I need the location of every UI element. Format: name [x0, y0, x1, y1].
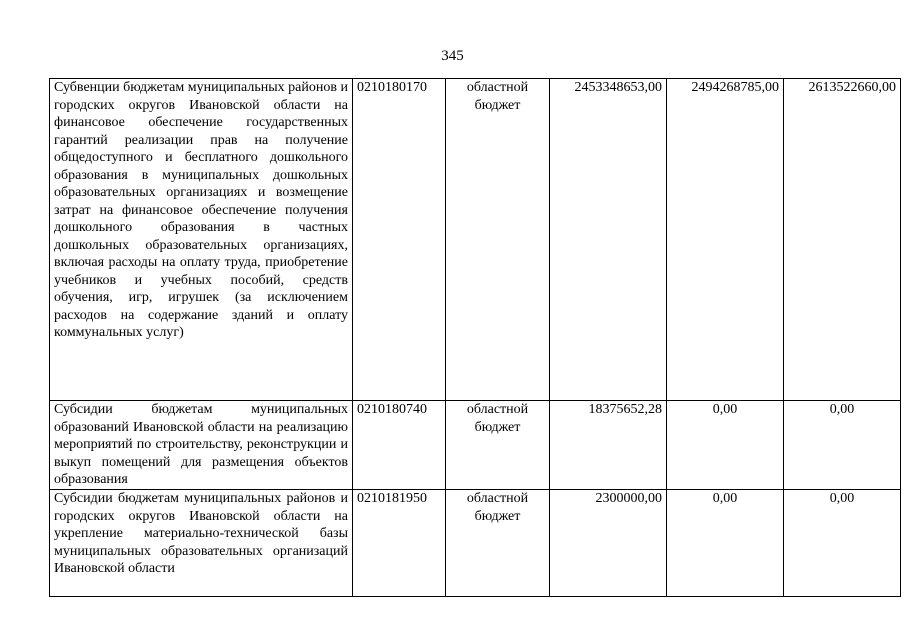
amount-year-3-cell: 0,00 — [784, 490, 901, 597]
page-number: 345 — [441, 48, 464, 64]
table-row — [50, 79, 901, 401]
amount-year-2-cell: 0,00 — [667, 490, 784, 597]
target-code-cell: 0210181950 — [353, 490, 446, 597]
amount-year-3-cell: 0,00 — [784, 401, 901, 490]
funding-source-cell: областной бюджет — [446, 490, 550, 597]
amount-year-2-cell: 2494268785,00 — [667, 79, 784, 401]
table-row — [50, 490, 901, 597]
expense-name-cell: Субсидии бюджетам муниципальных районов и городских округов Ивановской области на укрепление материально-технической базы муниципальных образовательных организаций Ивановской области — [50, 490, 353, 597]
expense-name-cell: Субвенции бюджетам муниципальных районов и городских округов Ивановской области на финансовое обеспечение государственных гарантий реализации прав на получение общедоступного и бесплатного дошкольного образования в муниципальных дошкольных образовательных организациях и возмещение затрат на финансовое обеспечение получения дошкольного образования в частных дошкольных образовательных организациях, включая расходы на оплату труда, приобретение учебников и учебных пособий, средств обучения, игр, игрушек (за исключением расходов на содержание зданий и оплату коммунальных услуг) — [50, 79, 353, 401]
table-row — [50, 401, 901, 490]
amount-year-3-cell: 2613522660,00 — [784, 79, 901, 401]
amount-year-1-cell: 2300000,00 — [550, 490, 667, 597]
amount-year-2-cell: 0,00 — [667, 401, 784, 490]
funding-source-cell: областной бюджет — [446, 79, 550, 401]
budget-table — [49, 78, 901, 597]
funding-source-cell: областной бюджет — [446, 401, 550, 490]
target-code-cell: 0210180740 — [353, 401, 446, 490]
amount-year-1-cell: 18375652,28 — [550, 401, 667, 490]
target-code-cell: 0210180170 — [353, 79, 446, 401]
expense-name-cell: Субсидии бюджетам муниципальных образований Ивановской области на реализацию мероприятий по строительству, реконструкции и выкуп помещений для размещения объектов образования — [50, 401, 353, 490]
amount-year-1-cell: 2453348653,00 — [550, 79, 667, 401]
